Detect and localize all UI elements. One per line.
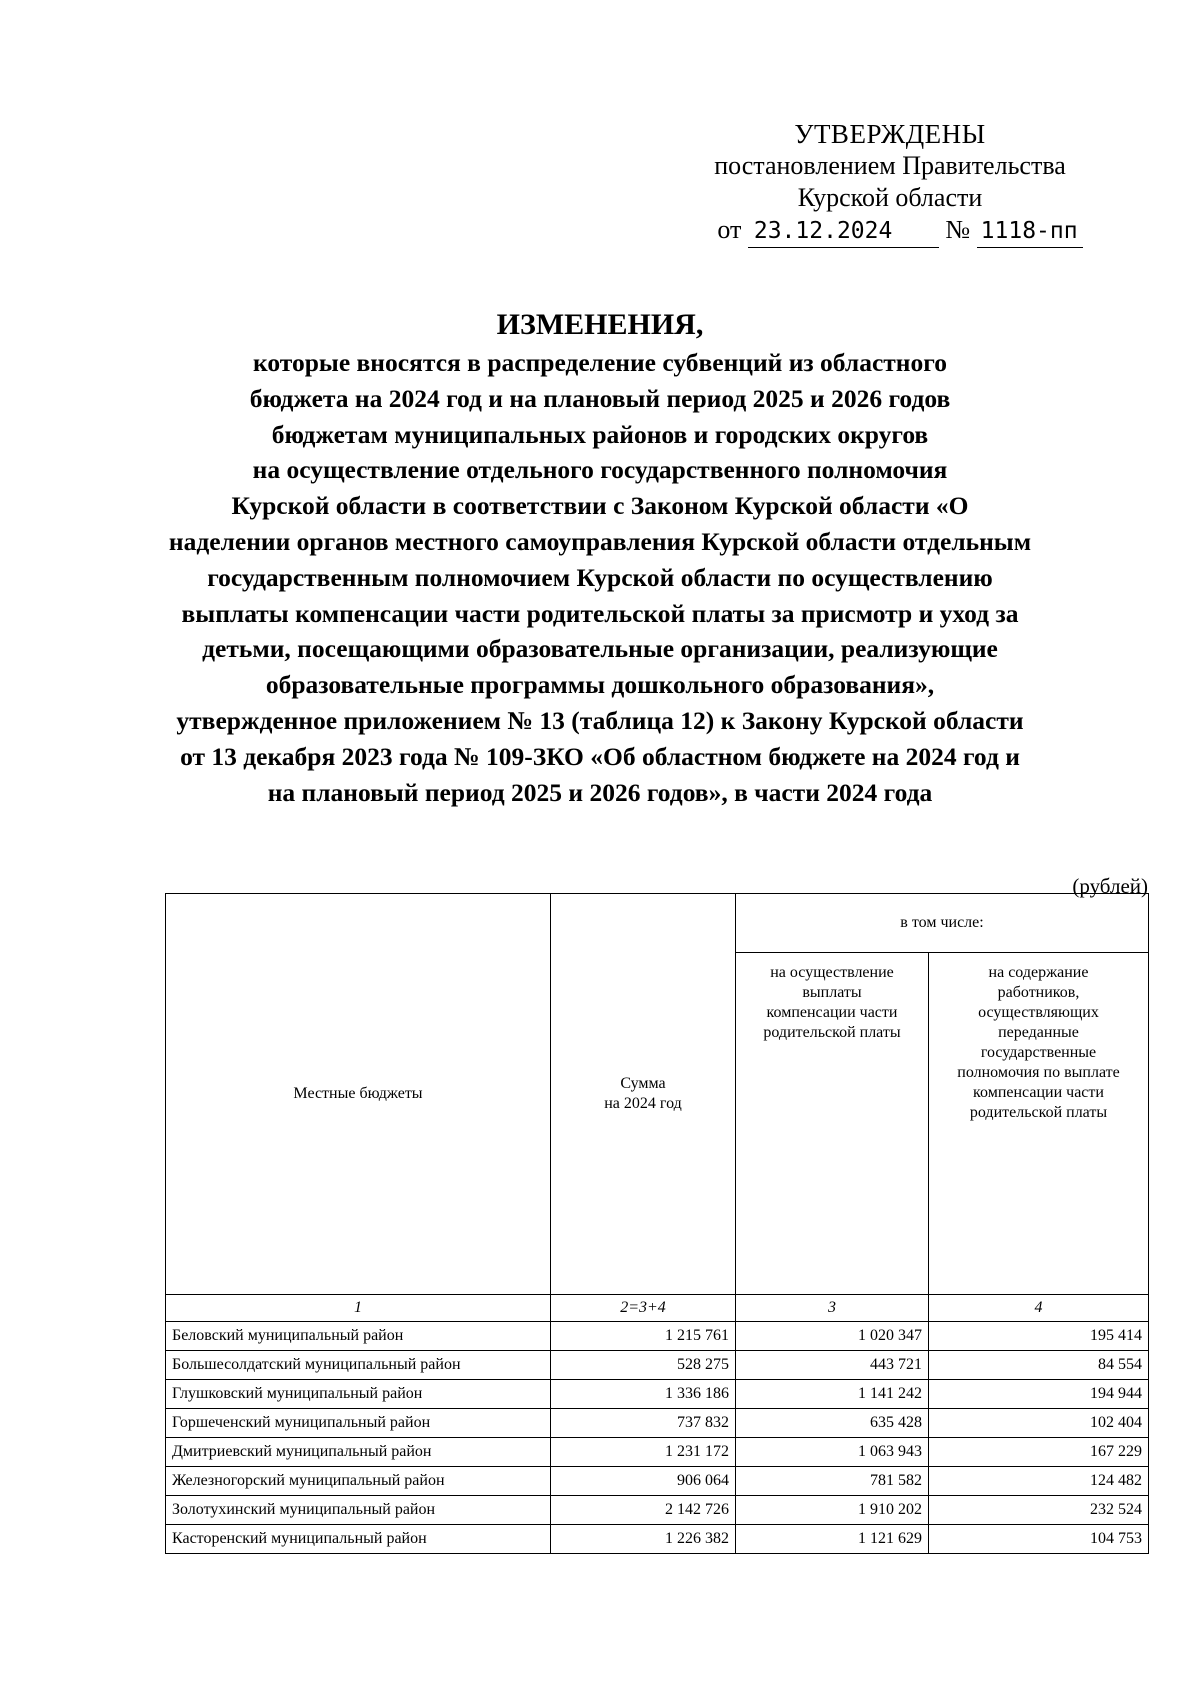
sum-staff: 84 554 (929, 1351, 1149, 1380)
table-row (166, 1380, 1149, 1409)
budget-name: Большесолдатский муниципальный район (166, 1351, 551, 1380)
budget-name: Дмитриевский муниципальный район (166, 1438, 551, 1467)
sum-total: 2 142 726 (551, 1496, 736, 1525)
budget-name: Касторенский муниципальный район (166, 1525, 551, 1554)
units-label: (рублей) (1072, 874, 1148, 898)
table-row (166, 1409, 1149, 1438)
sum-total: 737 832 (551, 1409, 736, 1438)
sum-total: 1 215 761 (551, 1322, 736, 1351)
sum-staff: 124 482 (929, 1467, 1149, 1496)
budget-table (165, 893, 1149, 1554)
header-local-budgets: Местные бюджеты (166, 894, 551, 1295)
heading-line: бюджета на 2024 год и на плановый период 2025 и 2026 годов (249, 383, 951, 413)
sum-total: 1 231 172 (551, 1438, 736, 1467)
sum-compensation: 1 910 202 (736, 1496, 929, 1525)
heading-line: государственным полномочием Курской области по осуществлению (207, 562, 993, 592)
sum-staff: 195 414 (929, 1322, 1149, 1351)
heading-line: образовательные программы дошкольного образования», (265, 670, 935, 700)
heading-line: на осуществление отдельного государственного полномочия (252, 455, 948, 485)
budget-name: Глушковский муниципальный район (166, 1380, 551, 1409)
sum-compensation: 1 020 347 (736, 1322, 929, 1351)
sum-compensation: 1 121 629 (736, 1525, 929, 1554)
budget-name: Золотухинский муниципальный район (166, 1496, 551, 1525)
table-row (166, 1351, 1149, 1380)
header-staff-maintenance: на содержание работников, осуществляющих переданные государственные полномочия по выплате компенсации части родительской платы (929, 953, 1149, 1295)
table-row (166, 1322, 1149, 1351)
sum-staff: 167 229 (929, 1438, 1149, 1467)
heading-line: детьми, посещающими образовательные организации, реализующие (202, 634, 998, 664)
sum-staff: 104 753 (929, 1525, 1149, 1554)
sum-staff: 232 524 (929, 1496, 1149, 1525)
approval-number: 1118-пп (977, 215, 1083, 248)
column-numbers-row (166, 1295, 1149, 1322)
sum-total: 1 226 382 (551, 1525, 736, 1554)
approval-title: УТВЕРЖДЕНЫ (794, 119, 986, 149)
sum-compensation: 635 428 (736, 1409, 929, 1438)
approval-date: 23.12.2024 (748, 215, 939, 248)
heading-line: выплаты компенсации части родительской платы за присмотр и уход за (181, 598, 1019, 628)
header-sum-2024: Сумма на 2024 год (551, 894, 736, 1295)
number-prefix: № (945, 215, 971, 244)
column-number: 2=3+4 (551, 1295, 736, 1322)
heading-line: бюджетам муниципальных районов и городских округов (271, 419, 929, 449)
heading-title: ИЗМЕНЕНИЯ, (496, 308, 704, 341)
date-prefix: от (717, 215, 742, 244)
table-row (166, 1467, 1149, 1496)
approval-date-line (700, 214, 1100, 248)
heading-line: Курской области в соответствии с Законом Курской области «О (231, 491, 969, 521)
document-heading (120, 305, 1080, 810)
budget-name: Железногорский муниципальный район (166, 1467, 551, 1496)
sum-staff: 194 944 (929, 1380, 1149, 1409)
sum-staff: 102 404 (929, 1409, 1149, 1438)
budget-name: Горшеченский муниципальный район (166, 1409, 551, 1438)
heading-line: от 13 декабря 2023 года № 109-ЗКО «Об областном бюджете на 2024 год и (180, 741, 1020, 771)
heading-line: наделении органов местного самоуправления Курской области отдельным (168, 526, 1032, 556)
approval-block (680, 118, 1100, 248)
header-including: в том числе: (736, 894, 1149, 953)
column-number: 4 (929, 1295, 1149, 1322)
sum-compensation: 1 141 242 (736, 1380, 929, 1409)
heading-line: утвержденное приложением № 13 (таблица 12) к Закону Курской области (176, 705, 1024, 735)
heading-line: на плановый период 2025 и 2026 годов», в части 2024 года (267, 777, 933, 807)
table-row (166, 1525, 1149, 1554)
sum-total: 1 336 186 (551, 1380, 736, 1409)
table-row (166, 1438, 1149, 1467)
table-row (166, 1496, 1149, 1525)
sum-total: 906 064 (551, 1467, 736, 1496)
heading-line: которые вносятся в распределение субвенций из областного (253, 348, 947, 377)
column-number: 3 (736, 1295, 929, 1322)
sum-compensation: 781 582 (736, 1467, 929, 1496)
sum-total: 528 275 (551, 1351, 736, 1380)
sum-compensation: 1 063 943 (736, 1438, 929, 1467)
column-number: 1 (166, 1295, 551, 1322)
header-compensation: на осуществление выплаты компенсации части родительской платы (736, 953, 929, 1295)
sum-compensation: 443 721 (736, 1351, 929, 1380)
approval-line-2: Курской области (797, 183, 983, 212)
budget-name: Беловский муниципальный район (166, 1322, 551, 1351)
approval-line-1: постановлением Правительства (714, 151, 1066, 180)
